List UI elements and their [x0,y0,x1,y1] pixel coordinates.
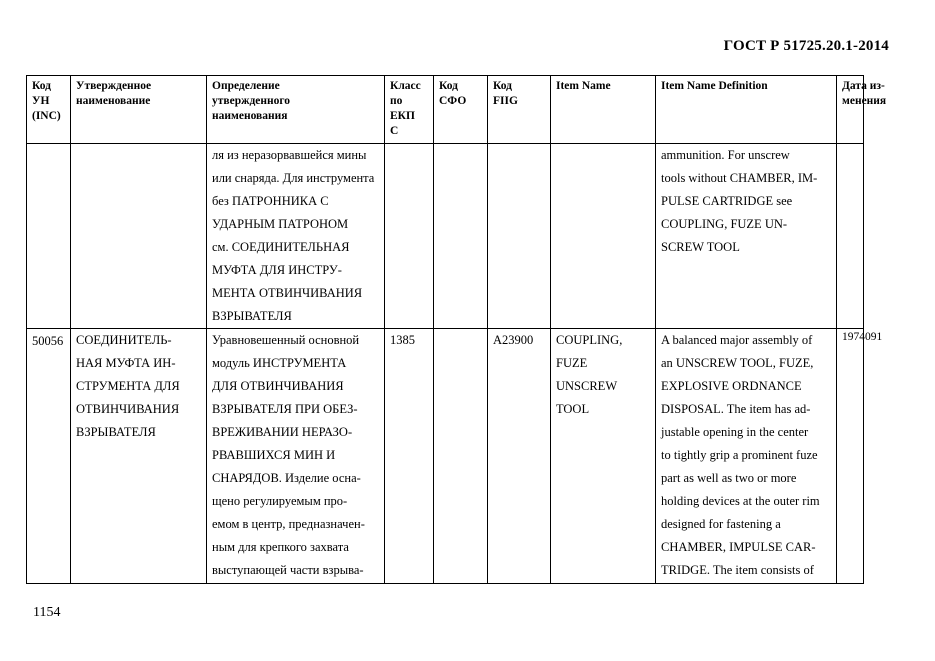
cell-code-inc: 50056 [27,329,71,584]
document-standard-id: ГОСТ Р 51725.20.1-2014 [723,38,889,54]
header-change-date: Дата из- менения [837,76,864,144]
header-code-inc: Код УН (INC) [27,76,71,144]
cell-definition: ля из неразорвавшейся мины или снаряда. Для инструмента без ПАТРОННИКА С УДАРНЫМ ПАТРОНОМ см. СОЕДИНИТЕЛЬНАЯ МУФТА ДЛЯ ИНСТРУ- МЕНТА ОТВИНЧИВАНИЯ ВЗРЫВАТЕЛЯ [207,144,385,329]
table-row [27,329,864,584]
cell-item-name [551,144,656,329]
cell-approved-name: СОЕДИНИТЕЛЬ- НАЯ МУФТА ИН- СТРУМЕНТА ДЛЯ ОТВИНЧИВАНИЯ ВЗРЫВАТЕЛЯ [71,329,207,584]
cell-class [385,144,434,329]
nomenclature-table [26,75,887,584]
header-definition: Определение утвержденного наименования [207,76,385,144]
header-approved-name: Утвержденное наименование [71,76,207,144]
cell-item-name-definition: ammunition. For unscrew tools without CHAMBER, IM- PULSE CARTRIDGE see COUPLING, FUZE UN- SCREW TOOL [656,144,837,329]
cell-code-fiig: A23900 [488,329,551,584]
cell-approved-name [71,144,207,329]
page-number: 1154 [33,605,61,620]
cell-code-sfo [434,329,488,584]
cell-class: 1385 [385,329,434,584]
cell-item-name-definition: A balanced major assembly of an UNSCREW TOOL, FUZE, EXPLOSIVE ORDNANCE DISPOSAL. The item has ad- justable opening in the center to tightly grip a prominent fuze part as well as two or more holding devices at the outer rim designed for fastening a CHAMBER, IMPULSE CAR- TRIDGE. The item consists of [656,329,837,584]
cell-code-sfo [434,144,488,329]
header-class: Класс по ЕКП С [385,76,434,144]
cell-item-name: COUPLING, FUZE UNSCREW TOOL [551,329,656,584]
header-code-fiig: Код FIIG [488,76,551,144]
header-code-sfo: Код СФО [434,76,488,144]
header-item-name-definition: Item Name Definition [656,76,837,144]
cell-definition: Уравновешенный основной модуль ИНСТРУМЕНТА ДЛЯ ОТВИНЧИВАНИЯ ВЗРЫВАТЕЛЯ ПРИ ОБЕЗ- ВРЕЖИВАНИИ НЕРАЗО- РВАВШИХСЯ МИН И СНАРЯДОВ. Изделие осна- щено регулируемым про- емом в центр, предназначен- ным для крепкого захвата выступающей части взрыва- [207,329,385,584]
cell-code-fiig [488,144,551,329]
table-row [27,144,864,329]
cell-change-date: 1974091 [837,329,864,584]
cell-change-date [837,144,864,329]
table-header-row [27,76,864,144]
header-item-name: Item Name [551,76,656,144]
cell-code-inc [27,144,71,329]
